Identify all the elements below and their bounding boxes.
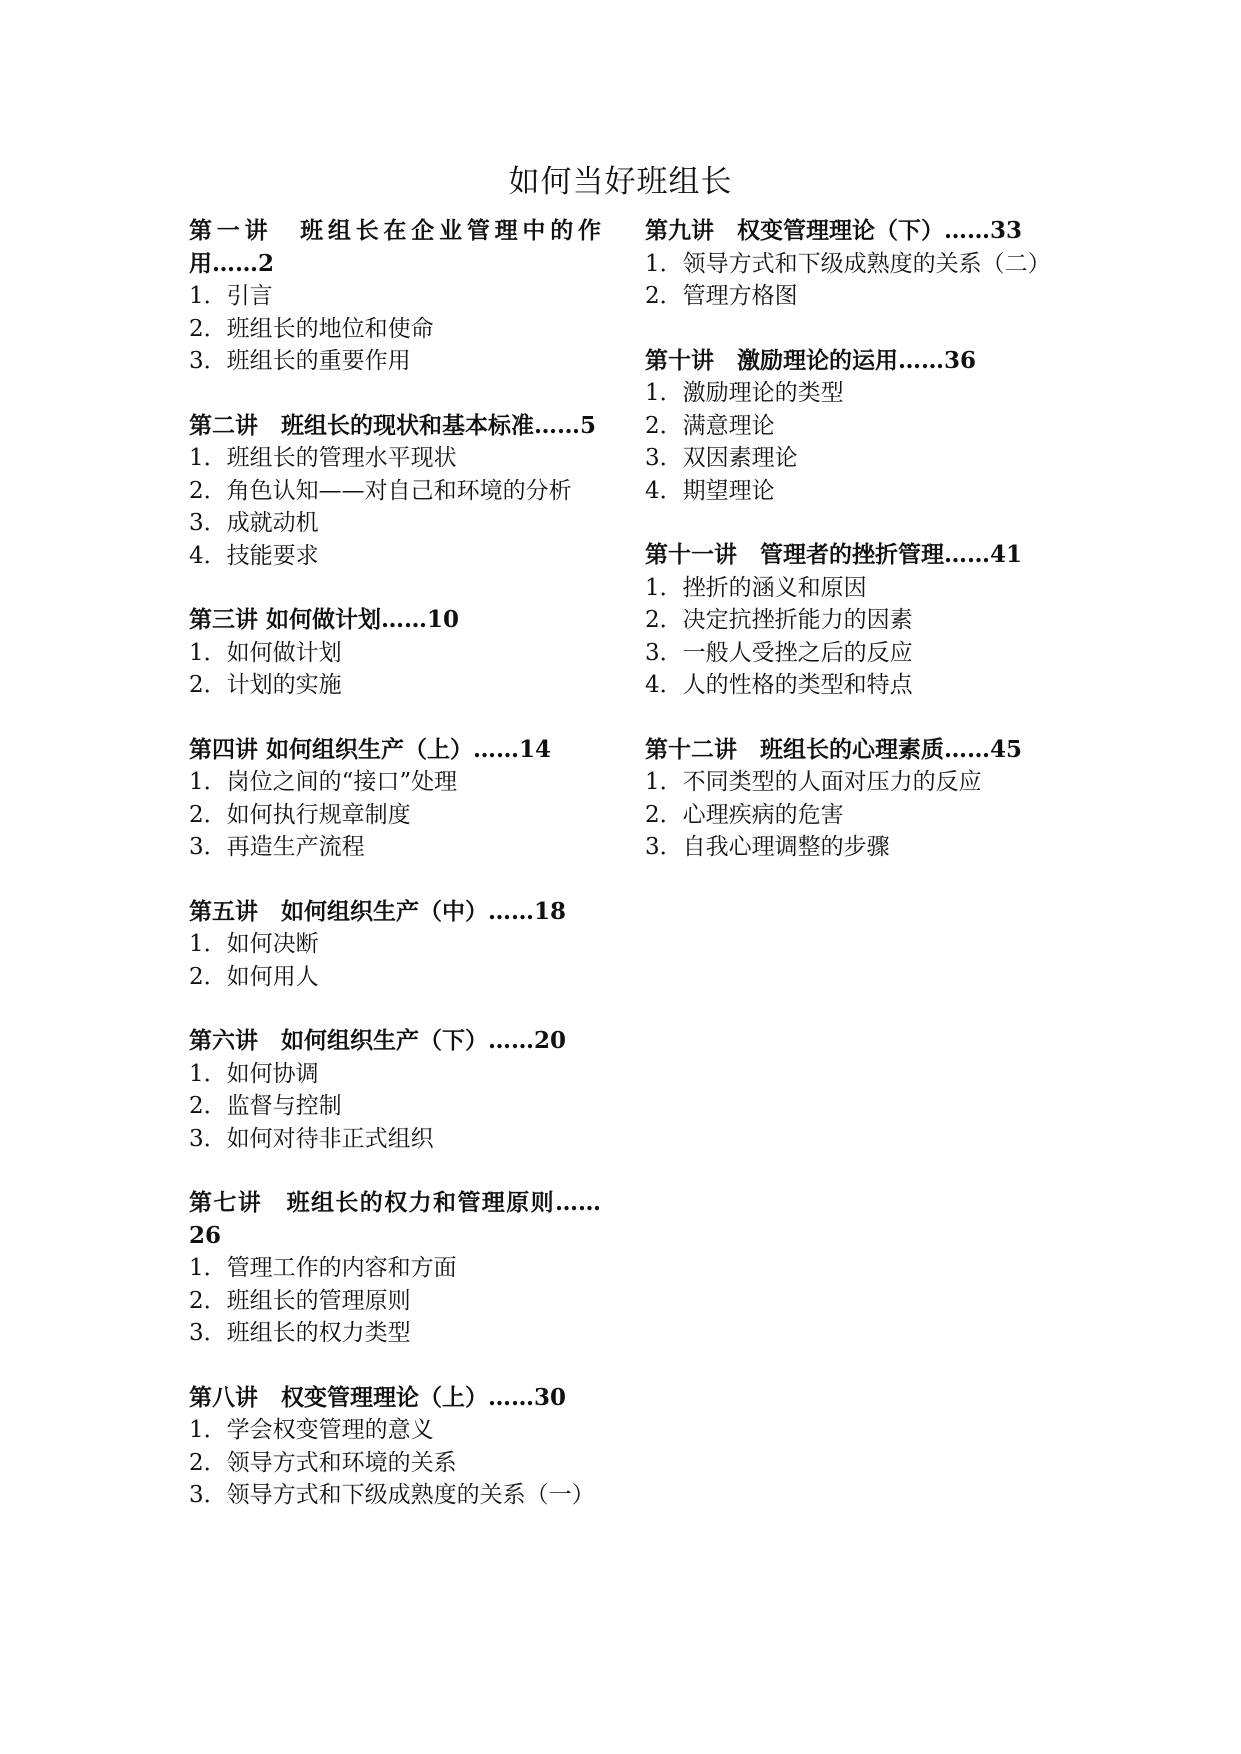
topic-number: 3． [189,1125,227,1152]
topic-item [645,637,1075,670]
topic-text: 技能要求 [226,542,319,569]
topic-number: 4． [645,672,683,698]
lecture-heading: 第八讲 权变管理理论（上）……30 [189,1383,567,1411]
right-column [645,215,1075,896]
topic-item [189,1479,601,1512]
topic-item [189,313,601,346]
topic-number: 2． [189,477,227,504]
topic-item [189,1317,601,1350]
topic-list [189,280,601,378]
topic-number: 2． [189,1093,227,1119]
topic-text: 如何执行规章制度 [226,801,411,828]
topic-number: 1． [189,1255,227,1281]
topic-item [189,507,601,540]
topic-text: 班组长的管理原则 [226,1287,411,1314]
topic-item [645,410,1075,443]
topic-text: 领导方式和下级成熟度的关系（一） [226,1482,595,1508]
topic-list [189,928,601,993]
lecture-heading: 第十二讲 班组长的心理素质……45 [645,735,1023,763]
topic-number: 3． [645,445,683,471]
topic-item [645,669,1075,702]
topic-text: 角色认知——对自己和环境的分析 [226,477,572,504]
topic-number: 2． [645,412,683,439]
topic-text: 管理方格图 [682,283,798,309]
topic-item [189,831,601,864]
lecture-7 [189,1187,601,1350]
topic-text: 心理疾病的危害 [682,801,844,828]
topic-text: 期望理论 [682,477,775,504]
lecture-heading: 第十一讲 管理者的挫折管理……41 [645,541,1023,568]
lecture-heading: 第一讲 班组长在企业管理中的作用……2 [189,217,601,277]
lecture-12 [645,734,1075,864]
topic-list [189,1414,601,1512]
topic-item [645,831,1075,864]
topic-list [189,1252,601,1350]
topic-text: 激励理论的类型 [682,380,844,406]
topic-item [189,442,601,475]
topic-number: 4． [189,542,227,569]
topic-number: 3． [189,1482,227,1508]
topic-number: 1． [645,380,683,406]
topic-number: 1． [645,769,683,795]
lecture-9 [645,215,1075,313]
topic-number: 3． [645,639,683,666]
topic-item [189,1123,601,1156]
topic-list [189,637,601,702]
lecture-5 [189,896,601,994]
topic-item [189,1090,601,1123]
topic-text: 满意理论 [682,412,775,439]
topic-item [189,1285,601,1318]
topic-number: 1． [645,574,683,601]
lecture-10 [645,345,1075,508]
topic-number: 3． [189,1320,227,1346]
topic-text: 班组长的管理水平现状 [226,445,457,471]
topic-number: 2． [645,283,683,309]
topic-text: 再造生产流程 [226,834,365,860]
topic-text: 监督与控制 [226,1093,342,1119]
topic-text: 自我心理调整的步骤 [682,834,890,860]
topic-number: 2． [189,1449,227,1476]
topic-item [645,572,1075,605]
topic-item [645,604,1075,637]
lecture-8 [189,1382,601,1512]
topic-text: 学会权变管理的意义 [226,1417,434,1443]
topic-number: 3． [189,510,227,536]
topic-number: 1． [189,769,227,795]
lecture-heading: 第二讲 班组长的现状和基本标准……5 [189,411,597,439]
topic-list [189,766,601,864]
topic-item [189,475,601,508]
topic-list [645,377,1075,507]
topic-item [189,1414,601,1447]
topic-text: 岗位之间的“接口”处理 [226,769,458,795]
topic-number: 2． [189,672,227,698]
topic-text: 如何做计划 [226,639,342,666]
topic-number: 2． [645,801,683,828]
lecture-3 [189,604,601,702]
topic-text: 如何对待非正式组织 [226,1125,434,1152]
topic-number: 3． [189,834,227,860]
topic-list [189,442,601,572]
topic-text: 成就动机 [226,510,319,536]
topic-item [645,799,1075,832]
lecture-heading: 第五讲 如何组织生产（中）……18 [189,897,567,925]
topic-number: 2． [189,801,227,828]
topic-list [645,766,1075,864]
topic-list [645,248,1075,313]
topic-item [189,766,601,799]
lecture-6 [189,1025,601,1155]
topic-text: 决定抗挫折能力的因素 [682,607,913,633]
topic-number: 1． [189,283,227,309]
lecture-1 [189,215,601,378]
topic-text: 引言 [226,283,273,309]
topic-text: 班组长的权力类型 [226,1320,411,1346]
lecture-11 [645,539,1075,702]
topic-number: 1． [645,250,683,277]
topic-item [189,1447,601,1480]
topic-item [189,345,601,378]
topic-text: 人的性格的类型和特点 [682,672,913,698]
left-column [189,215,601,1544]
document-title: 如何当好班组长 [508,164,733,200]
topic-text: 管理工作的内容和方面 [226,1255,457,1281]
lecture-heading: 第九讲 权变管理理论（下）……33 [645,217,1023,244]
topic-text: 领导方式和环境的关系 [226,1449,457,1476]
lecture-heading: 第三讲 如何做计划……10 [189,606,460,633]
topic-item [189,961,601,994]
topic-number: 2． [645,607,683,633]
topic-number: 1． [189,639,227,666]
topic-text: 一般人受挫之后的反应 [682,639,913,666]
topic-item [189,1252,601,1285]
topic-item [189,637,601,670]
topic-item [645,248,1075,281]
lecture-heading: 第十讲 激励理论的运用……36 [645,346,977,374]
topic-number: 4． [645,477,683,504]
topic-list [645,572,1075,702]
topic-item [189,280,601,313]
topic-item [645,766,1075,799]
topic-number: 1． [189,1060,227,1087]
topic-item [645,442,1075,475]
topic-text: 如何协调 [226,1060,319,1087]
lecture-heading: 第四讲 如何组织生产（上）……14 [189,735,552,763]
topic-text: 领导方式和下级成熟度的关系（二） [682,250,1051,277]
lecture-heading: 第七讲 班组长的权力和管理原则……26 [189,1189,601,1249]
topic-item [189,928,601,961]
topic-text: 班组长的地位和使命 [226,315,434,342]
topic-text: 如何决断 [226,931,319,957]
topic-number: 1． [189,445,227,471]
lecture-2 [189,410,601,573]
topic-text: 如何用人 [226,963,319,990]
topic-number: 3． [645,834,683,860]
topic-text: 双因素理论 [682,445,798,471]
lecture-4 [189,734,601,864]
topic-item [645,377,1075,410]
topic-number: 2． [189,1287,227,1314]
topic-number: 1． [189,931,227,957]
topic-item [189,799,601,832]
topic-number: 3． [189,348,227,374]
topic-number: 2． [189,315,227,342]
topic-item [189,1058,601,1091]
topic-item [645,280,1075,313]
topic-item [645,475,1075,508]
topic-text: 班组长的重要作用 [226,348,411,374]
topic-text: 不同类型的人面对压力的反应 [682,769,982,795]
topic-text: 计划的实施 [226,672,342,698]
topic-item [189,669,601,702]
topic-text: 挫折的涵义和原因 [682,574,867,601]
topic-list [189,1058,601,1156]
topic-item [189,540,601,573]
topic-number: 2． [189,963,227,990]
topic-number: 1． [189,1417,227,1443]
lecture-heading: 第六讲 如何组织生产（下）……20 [189,1027,567,1054]
